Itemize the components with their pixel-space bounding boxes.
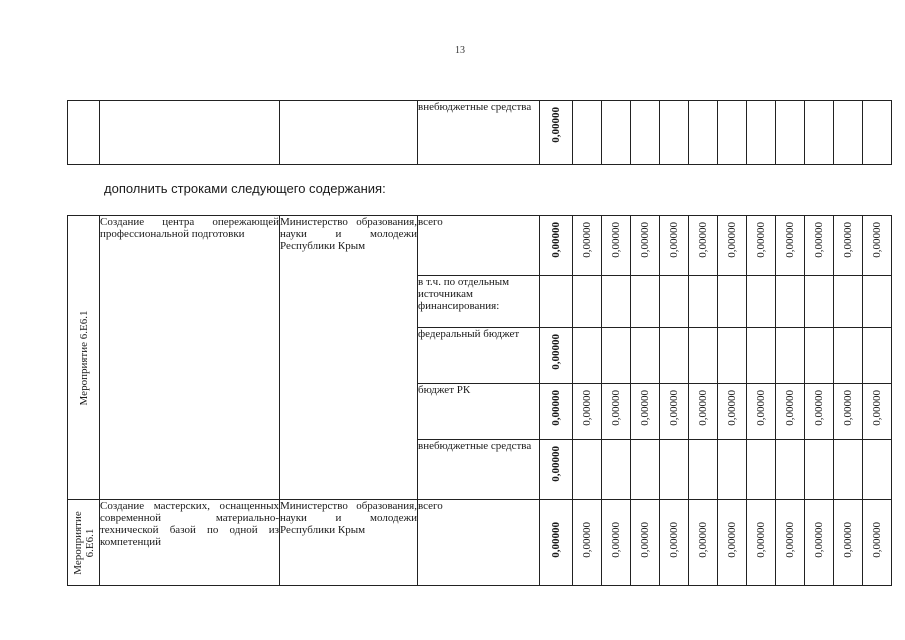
continuation-table (67, 100, 892, 165)
measure-name: Создание мастерских, оснащенных современной материально-технической базой по одной из компетенций (100, 500, 280, 586)
value-text: 0,00000 (784, 222, 796, 258)
page-number: 13 (455, 45, 465, 56)
value-text: 0,00000 (813, 390, 825, 426)
value-cell (747, 384, 776, 440)
value-cell (718, 216, 747, 276)
code-cell (68, 101, 100, 165)
value-cell (631, 500, 660, 586)
value-text: 0,00000 (550, 334, 562, 370)
empty-cell (834, 440, 863, 500)
value-text: 0,00000 (581, 390, 593, 426)
value-text: 0,00000 (581, 222, 593, 258)
empty-cell (602, 101, 631, 165)
empty-cell (747, 440, 776, 500)
value-text: 0,00000 (550, 446, 562, 482)
empty-cell (747, 276, 776, 328)
value-cell (747, 216, 776, 276)
value-cell (631, 216, 660, 276)
empty-cell (805, 101, 834, 165)
value-cell (689, 500, 718, 586)
value-cell (689, 384, 718, 440)
value-cell (689, 216, 718, 276)
value-text: 0,00000 (581, 522, 593, 558)
value-cell (573, 384, 602, 440)
value-cell (540, 328, 573, 384)
empty-cell (776, 328, 805, 384)
value-cell (776, 500, 805, 586)
empty-cell (660, 328, 689, 384)
value-text: 0,00000 (550, 107, 562, 143)
measure-code: Мероприятие 6.Е6.1 (71, 510, 96, 575)
value-cell (660, 216, 689, 276)
empty-cell (540, 276, 573, 328)
source-label: бюджет РК (418, 384, 540, 440)
empty-cell (660, 101, 689, 165)
value-cell (660, 384, 689, 440)
measure-code-cell (68, 216, 100, 500)
empty-cell (863, 276, 892, 328)
empty-cell (805, 276, 834, 328)
source-label: всего (418, 216, 540, 276)
value-text: 0,00000 (726, 390, 738, 426)
empty-cell (834, 276, 863, 328)
source-label: в т.ч. по отдельным источникам финансирования: (418, 276, 540, 328)
value-text: 0,00000 (755, 390, 767, 426)
empty-cell (573, 440, 602, 500)
source-label: всего (418, 500, 540, 586)
measure-code-cell (68, 500, 100, 586)
value-text: 0,00000 (784, 390, 796, 426)
empty-cell (863, 328, 892, 384)
empty-cell (602, 276, 631, 328)
value-text: 0,00000 (639, 390, 651, 426)
measure-executor: Министерство образования, науки и молодежи Республики Крым (280, 500, 418, 586)
value-cell (863, 500, 892, 586)
value-cell (573, 216, 602, 276)
empty-cell (573, 328, 602, 384)
empty-cell (718, 276, 747, 328)
value-text: 0,00000 (726, 222, 738, 258)
value-cell (863, 384, 892, 440)
value-cell (602, 500, 631, 586)
value-cell (834, 384, 863, 440)
value-text: 0,00000 (550, 222, 562, 258)
empty-cell (718, 101, 747, 165)
empty-cell (689, 276, 718, 328)
source-cell: внебюджетные средства (418, 101, 540, 165)
measures-table (67, 215, 892, 586)
value-cell (863, 216, 892, 276)
empty-cell (718, 328, 747, 384)
value-text: 0,00000 (550, 390, 562, 426)
measure-name: Создание центра опережающей профессиональной подготовки (100, 216, 280, 500)
empty-cell (776, 101, 805, 165)
name-cell (100, 101, 280, 165)
empty-cell (631, 440, 660, 500)
empty-cell (805, 328, 834, 384)
value-text: 0,00000 (755, 222, 767, 258)
value-cell (805, 500, 834, 586)
value-text: 0,00000 (610, 222, 622, 258)
table-row (68, 500, 892, 586)
empty-cell (689, 328, 718, 384)
empty-cell (863, 440, 892, 500)
empty-cell (660, 276, 689, 328)
value-text: 0,00000 (639, 222, 651, 258)
value-cell (805, 384, 834, 440)
empty-cell (689, 101, 718, 165)
value-text: 0,00000 (842, 390, 854, 426)
value-cell (540, 440, 573, 500)
empty-cell (776, 440, 805, 500)
value-text: 0,00000 (871, 522, 883, 558)
value-text: 0,00000 (697, 222, 709, 258)
value-text: 0,00000 (842, 522, 854, 558)
source-label: внебюджетные средства (418, 440, 540, 500)
value-cell (834, 500, 863, 586)
value-cell (573, 500, 602, 586)
empty-cell (747, 101, 776, 165)
empty-cell (573, 101, 602, 165)
value-text: 0,00000 (610, 390, 622, 426)
value-text: 0,00000 (610, 522, 622, 558)
value-cell (602, 216, 631, 276)
value-cell (540, 216, 573, 276)
empty-cell (631, 101, 660, 165)
empty-cell (805, 440, 834, 500)
empty-cell (573, 276, 602, 328)
empty-cell (834, 101, 863, 165)
empty-cell (863, 101, 892, 165)
measure-code: Мероприятие 6.Е6.1 (77, 310, 90, 405)
value-cell (776, 216, 805, 276)
measure-executor: Министерство образования, науки и молодежи Республики Крым (280, 216, 418, 500)
value-cell (540, 500, 573, 586)
table-row (68, 216, 892, 276)
value-cell (718, 500, 747, 586)
value-cell (834, 216, 863, 276)
source-label: федеральный бюджет (418, 328, 540, 384)
value-text: 0,00000 (755, 522, 767, 558)
value-cell (540, 101, 573, 165)
empty-cell (747, 328, 776, 384)
instruction-text: дополнить строками следующего содержания: (104, 181, 386, 196)
value-cell (805, 216, 834, 276)
value-text: 0,00000 (697, 390, 709, 426)
value-text: 0,00000 (871, 222, 883, 258)
value-text: 0,00000 (842, 222, 854, 258)
empty-cell (631, 276, 660, 328)
value-text: 0,00000 (668, 390, 680, 426)
empty-cell (660, 440, 689, 500)
value-text: 0,00000 (668, 522, 680, 558)
value-text: 0,00000 (784, 522, 796, 558)
empty-cell (602, 440, 631, 500)
empty-cell (834, 328, 863, 384)
empty-cell (689, 440, 718, 500)
value-text: 0,00000 (668, 222, 680, 258)
executor-cell (280, 101, 418, 165)
value-text: 0,00000 (550, 522, 562, 558)
value-text: 0,00000 (871, 390, 883, 426)
value-cell (718, 384, 747, 440)
empty-cell (776, 276, 805, 328)
empty-cell (718, 440, 747, 500)
value-cell (776, 384, 805, 440)
value-cell (602, 384, 631, 440)
empty-cell (602, 328, 631, 384)
value-cell (631, 384, 660, 440)
value-text: 0,00000 (639, 522, 651, 558)
value-text: 0,00000 (813, 522, 825, 558)
value-cell (540, 384, 573, 440)
value-cell (747, 500, 776, 586)
value-text: 0,00000 (697, 522, 709, 558)
value-cell (660, 500, 689, 586)
value-text: 0,00000 (813, 222, 825, 258)
empty-cell (631, 328, 660, 384)
value-text: 0,00000 (726, 522, 738, 558)
